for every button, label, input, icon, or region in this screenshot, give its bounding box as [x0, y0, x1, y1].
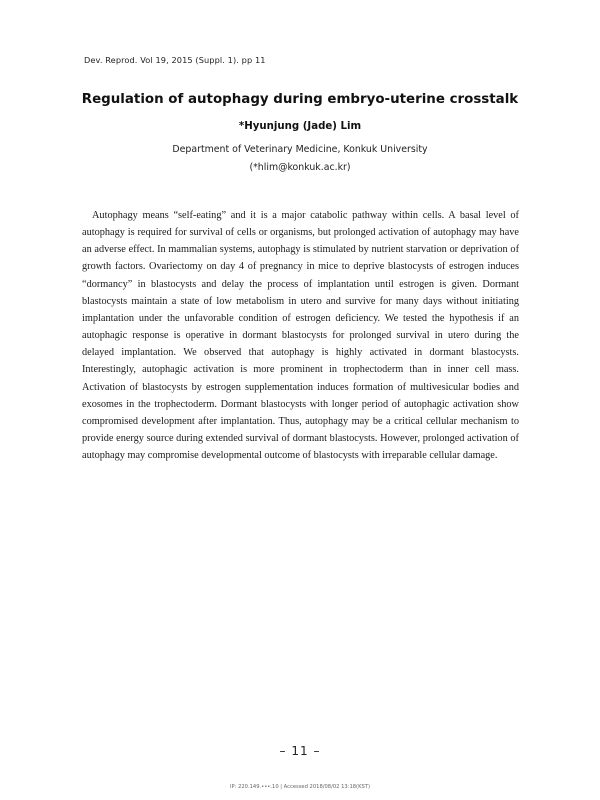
access-watermark: IP: 220.149.•••.10 | Accessed 2018/08/02 13:18(KST): [230, 784, 370, 790]
author-email: (*hlim@konkuk.ac.kr): [249, 162, 351, 173]
abstract-body: Autophagy means “self-eating” and it is a major catabolic pathway within cells. A basal level of autophagy is required for survival of cells or organisms, but prolonged activation of autophagy may have an adverse effect. In mammalian systems, autophagy is stimulated by nutrient starvation or deprivation of growth factors. Ovariectomy on day 4 of pregnancy in mice to deprive blastocysts of estrogen induces “dormancy” in blastocysts and delay the process of implantation until estrogen is given. Dormant blastocysts maintain a state of low metabolism in utero and survive for many days without initiating implantation under the unfavorable condition of estrogen deficiency. We tested the hypothesis if an autophagic response is operative in dormant blastocysts for prolonged survival in utero during the delayed implantation. We observed that autophagy is highly activated in dormant blastocysts. Interestingly, autophagic activation is more prominent in trophectoderm than in inner cell mass. Activation of blastocysts by estrogen supplementation induces formation of multivesicular bodies and exosomes in the trophectoderm. Dormant blastocysts with longer period of autophagic activation show compromised development after implantation. Thus, autophagy may be a critical cellular mechanism to provide energy source during extended survival of dormant blastocysts. However, prolonged activation of autophagy may compromise developmental outcome of blastocysts with irreparable cellular damage.: [82, 210, 519, 462]
article-title: Regulation of autophagy during embryo-uterine crosstalk: [81, 92, 519, 107]
author-name: *Hyunjung (Jade) Lim: [238, 121, 362, 132]
page-number: – 11 –: [279, 744, 321, 758]
author-affiliation: Department of Veterinary Medicine, Konkuk University: [172, 144, 428, 155]
journal-reference: Dev. Reprod. Vol 19, 2015 (Suppl. 1). pp 11: [84, 55, 266, 65]
